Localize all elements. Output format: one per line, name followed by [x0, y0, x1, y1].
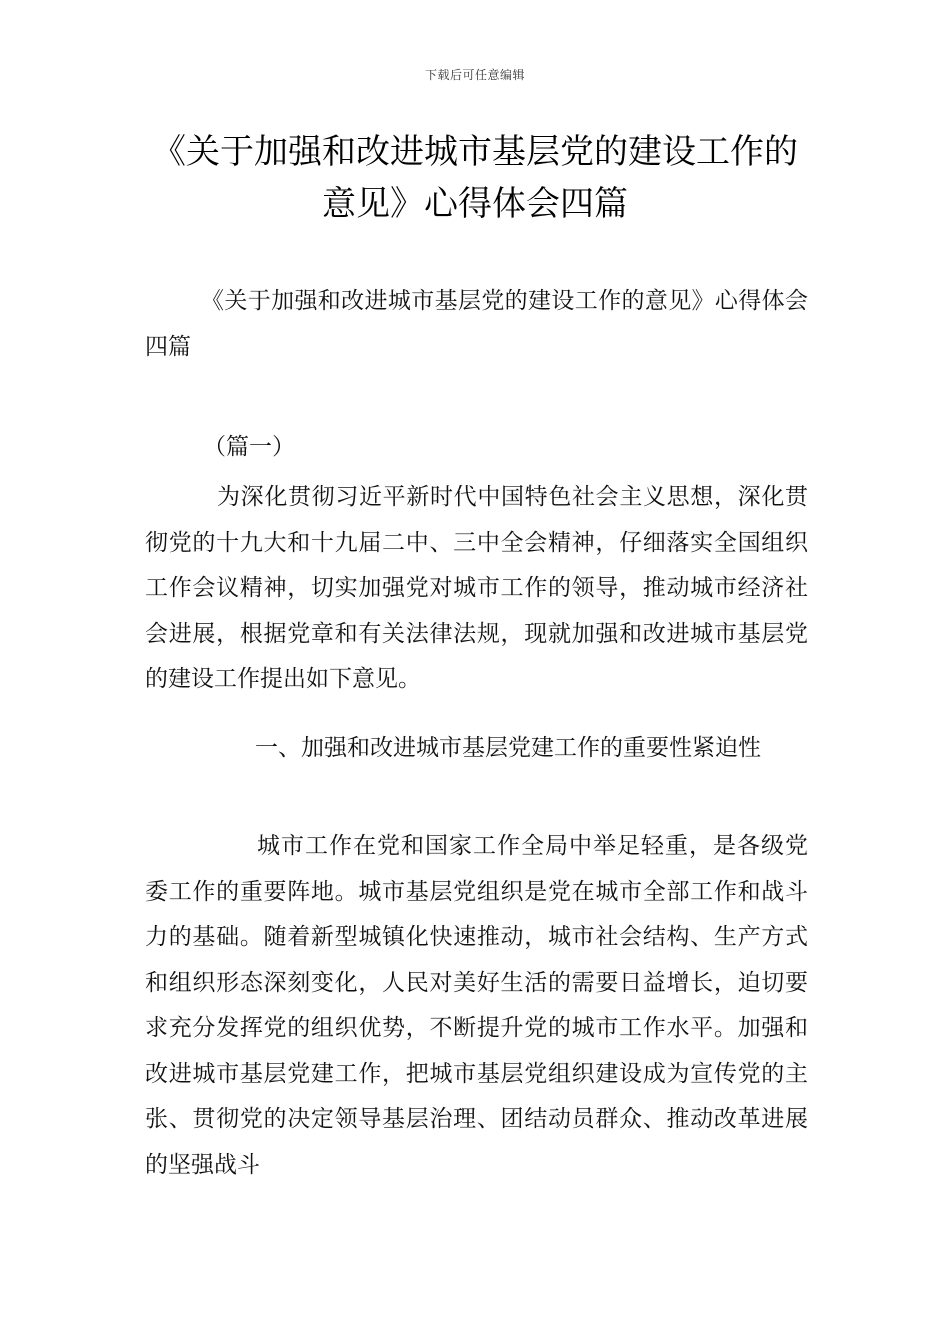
page-title: 《关于加强和改进城市基层党的建设工作的意见》心得体会四篇 — [152, 132, 798, 224]
section-heading: 一、加强和改进城市基层党建工作的重要性紧迫性 — [255, 735, 761, 761]
part-label: （篇一） — [203, 434, 295, 460]
paragraph-intro: 为深化贯彻习近平新时代中国特色社会主义思想，深化贯彻党的十九大和十九届二中、三中全会精神，仔细落实全国组织工作会议精神，切实加强党对城市工作的领导，推动城市经济社会进展，根据党章和有关法律法规，现就加强和改进城市基层党的建设工作提出如下意见。 — [145, 484, 808, 692]
document-subtitle: 《关于加强和改进城市基层党的建设工作的意见》心得体会四篇 — [145, 288, 808, 360]
paragraph-body: 城市工作在党和国家工作全局中举足轻重，是各级党委工作的重要阵地。城市基层党组织是党在城市全部工作和战斗力的基础。随着新型城镇化快速推动，城市社会结构、生产方式和组织形态深刻变化，人民对美好生活的需要日益增长，迫切要求充分发挥党的组织优势，不断提升党的城市工作水平。加强和改进城市基层党建工作，把城市基层党组织建设成为宣传党的主张、贯彻党的决定领导基层治理、团结动员群众、推动改革进展的坚强战斗 — [145, 833, 808, 1178]
header-note: 下载后可任意编辑 — [424, 68, 525, 82]
